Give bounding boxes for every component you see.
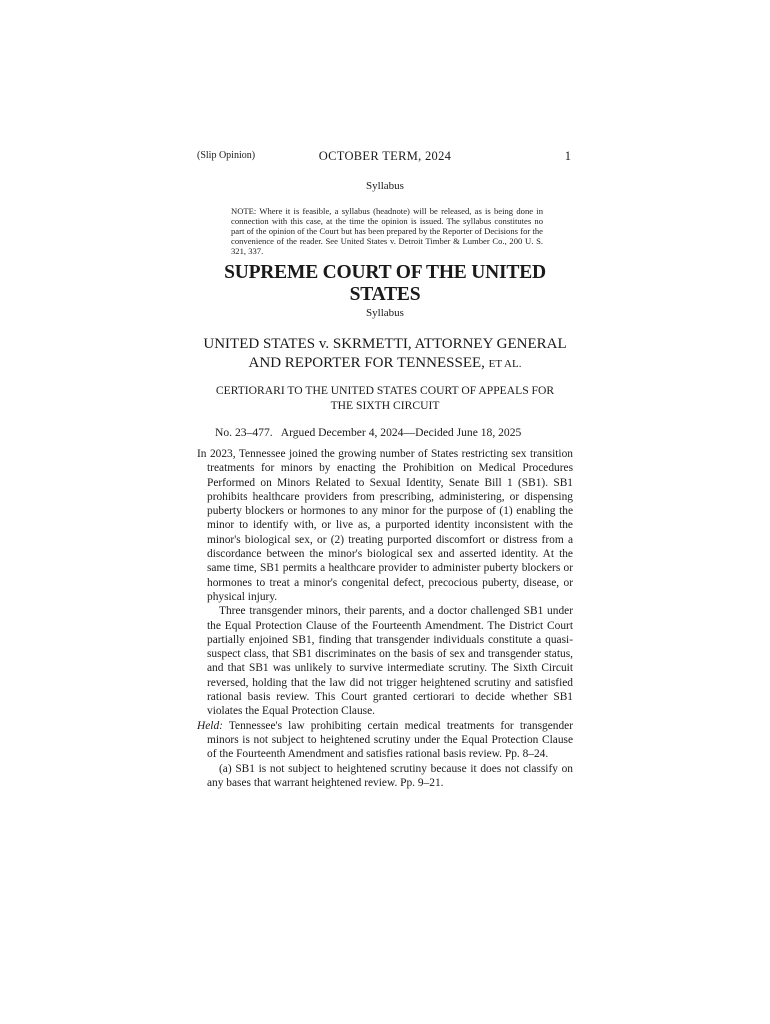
paragraph-procedural-history: Three transgender minors, their parents, and a doctor challenged SB1 under the Equal Protection Clause of the Fourteenth Amendment. The District Court partially enjoined SB1, finding that transgender individuals constitute a quasi-suspect class, that SB1 discriminates on the basis of sex and transgender status, and that SB1 was unlikely to survive intermediate scrutiny. The Sixth Circuit reversed, holding that the law did not trigger heightened scrutiny and satisfied rational basis review. This Court granted certiorari to decide whether SB1 violates the Equal Protection Clause.	[207, 605, 573, 718]
paragraph-a: (a) SB1 is not subject to heightened scrutiny because it does not classify on any bases that warrant heightened review. Pp. 9–21.	[207, 762, 573, 789]
court-name: SUPREME COURT OF THE UNITED STATES	[224, 262, 546, 305]
term-label: OCTOBER TERM, 2024	[318, 149, 452, 163]
case-caption	[190, 335, 580, 374]
certiorari-line	[190, 384, 580, 413]
caption-line-2-text: AND REPORTER FOR TENNESSEE,	[248, 355, 485, 371]
syllabus-body	[197, 447, 573, 790]
syllabus-heading: Syllabus	[366, 307, 404, 319]
certiorari-line-1: CERTIORARI TO THE UNITED STATES COURT OF APPEALS FOR	[215, 384, 555, 397]
running-header	[197, 149, 573, 165]
held-text: Tennessee's law prohibiting certain medical treatments for transgender minors is not subject to heightened scrutiny under the Equal Protection Clause of the Fourteenth Amendment and satisfies rational basis review. Pp. 8–24.	[207, 719, 573, 761]
docket-info: No. 23–477. Argued December 4, 2024—Decided June 18, 2025	[215, 426, 522, 439]
caption-line-1: UNITED STATES v. SKRMETTI, ATTORNEY GENERAL	[203, 336, 567, 352]
syllabus-heading-top: Syllabus	[366, 180, 404, 192]
page-number: 1	[564, 149, 571, 163]
caption-et-al: ET AL.	[488, 358, 522, 370]
held-label: Held:	[197, 719, 223, 732]
paragraph-held	[197, 719, 573, 762]
reporter-note: NOTE: Where it is feasible, a syllabus (headnote) will be released, as is being done in connection with this case, at the time the opinion is issued. The syllabus constitutes no part of the opinion of the Court but has been prepared by the Reporter of Decisions for the convenience of the reader. See United States v. Detroit Timber & Lumber Co., 200 U. S. 321, 337.	[231, 206, 543, 256]
slip-opinion-label: (Slip Opinion)	[197, 150, 256, 161]
paragraph-background: In 2023, Tennessee joined the growing number of States restricting sex transition treatments for minors by enacting the Prohibition on Medical Procedures Performed on Minors Related to Sexual Identity, Senate Bill 1 (SB1). SB1 prohibits healthcare providers from prescribing, administering, or dispensing puberty blockers or hormones to any minor for the purpose of (1) enabling the minor to identify with, or live as, a purported identity inconsistent with the minor's biological sex, or (2) treating purported discomfort or distress from a discordance between the minor's biological sex and asserted identity. At the same time, SB1 permits a healthcare provider to administer puberty blockers or hormones to treat a minor's congenital defect, precocious puberty, disease, or physical injury.	[197, 448, 573, 603]
caption-line-2	[190, 354, 580, 374]
certiorari-line-2: THE SIXTH CIRCUIT	[330, 398, 440, 412]
